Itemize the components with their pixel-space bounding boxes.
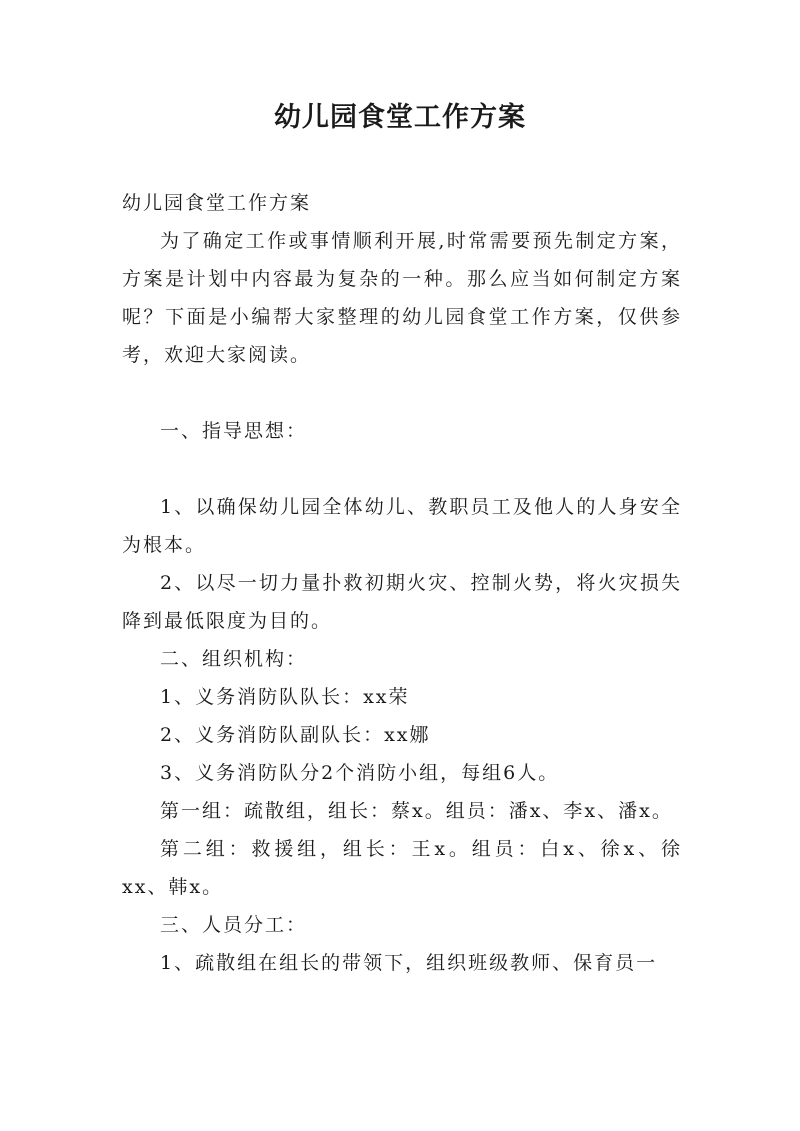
organization-item-1: 1、义务消防队队长：xx荣 (160, 686, 410, 708)
intro-paragraph: 为了确定工作或事情顺利开展,时常需要预先制定方案，方案是计划中内容最为复杂的一种。那么应当如何制定方案呢？下面是小编帮大家整理的幼儿园食堂工作方案，仅供参考，欢迎大家阅读。 (122, 230, 682, 366)
group-2-description: 第二组：救援组，组长：王x。组员：白x、徐x、徐xx、韩x。 (122, 838, 682, 898)
document-body (122, 184, 682, 982)
guiding-item-1: 1、以确保幼儿园全体幼儿、教职员工及他人的人身安全为根本。 (122, 496, 682, 556)
division-item-1: 1、疏散组在组长的带领下，组织班级教师、保育员一 (160, 952, 658, 974)
guiding-item-2: 2、以尽一切力量扑救初期火灾、控制火势，将火灾损失降到最低限度为目的。 (122, 572, 682, 632)
intro-heading: 幼儿园食堂工作方案 (122, 192, 312, 214)
group-1-description: 第一组：疏散组，组长：蔡x。组员：潘x、李x、潘x。 (160, 800, 673, 822)
section-heading-organization: 二、组织机构： (160, 648, 308, 670)
section-heading-division: 三、人员分工： (160, 914, 308, 936)
organization-item-3: 3、义务消防队分2个消防小组，每组6人。 (160, 762, 560, 784)
section-heading-guiding-thought: 一、指导思想： (160, 420, 308, 442)
organization-item-2: 2、义务消防队副队长：xx娜 (160, 724, 431, 746)
document-title: 幼儿园食堂工作方案 (274, 102, 526, 133)
